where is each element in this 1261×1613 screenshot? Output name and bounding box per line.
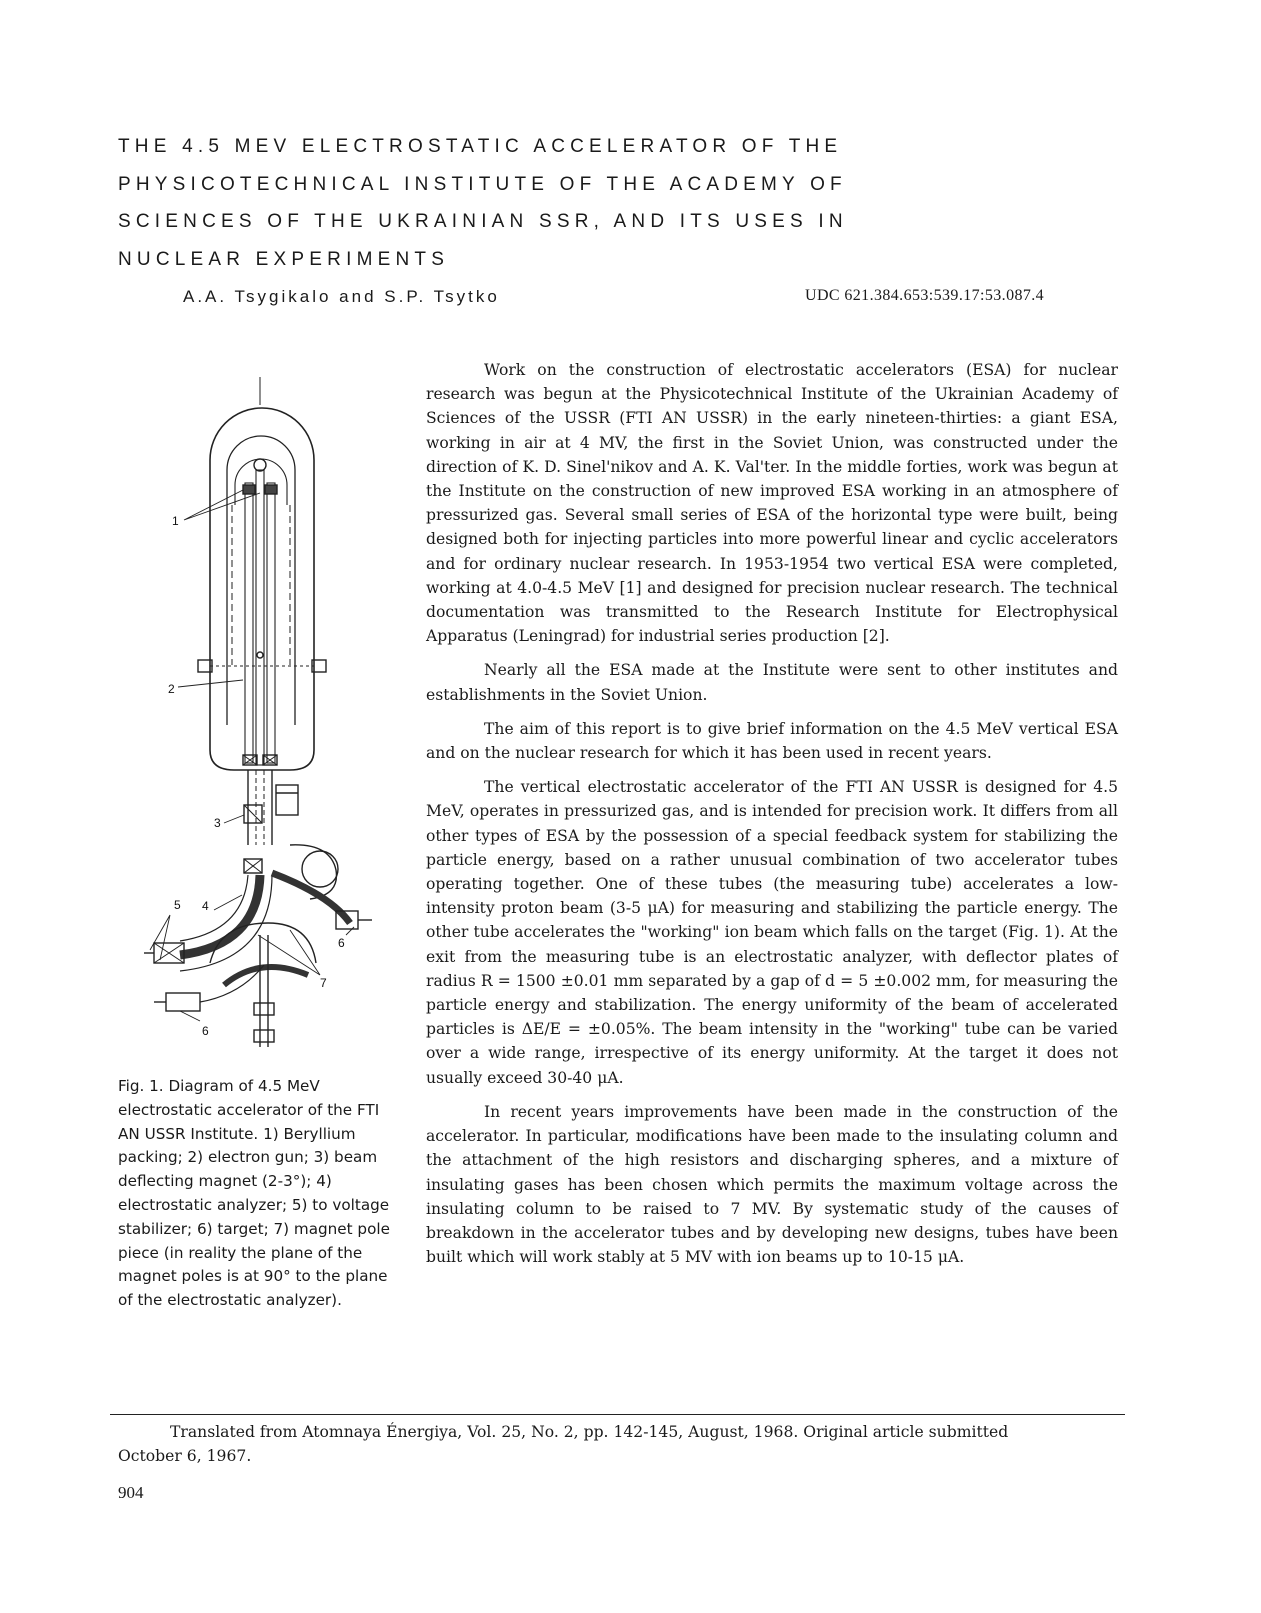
figure-label: 6 xyxy=(202,1024,209,1038)
body-paragraph: The vertical electrostatic accelerator of the FTI AN USSR is designed for 4.5 MeV, operates in pressurized gas, and is intended for precision work. It differs from all other types of ESA by the possession of a special feedback system for stabilizing the particle energy, based on a rather unusual combination of two accelerator tubes operating together. One of these tubes (the measuring tube) accelerates a low-intensity proton beam (3-5 μA) for measuring and stabilizing the particle energy. The other tube accelerates the "working" ion beam which falls on the target (Fig. 1). At the exit from the measuring tube is an electrostatic analyzer, with deflector plates of radius R = 1500 ±0.01 mm separated by a gap of d = 5 ±0.002 mm, for measuring the particle energy and stabilization. The energy uniformity of the beam of accelerated particles is ΔE/E = ±0.05%. The beam intensity in the "working" tube can be varied over a wide range, irrespective of its energy uniformity. At the target it does not usually exceed 30-40 μA. xyxy=(426,778,1118,1087)
figure-label: 4 xyxy=(202,899,209,913)
figure-label: 5 xyxy=(174,898,181,912)
figure-label: 6 xyxy=(338,936,345,950)
title-line: SCIENCES OF THE UKRAINIAN SSR, AND ITS USES IN xyxy=(118,211,848,232)
udc-code: UDC 621.384.653:539.17:53.087.4 xyxy=(805,287,1045,304)
article-body xyxy=(426,358,1118,1279)
body-paragraph: The aim of this report is to give brief information on the 4.5 MeV vertical ESA and on the nuclear research for which it has been used in recent years. xyxy=(426,719,1118,763)
figure-label: 2 xyxy=(168,682,175,696)
title-line: THE 4.5 MEV ELECTROSTATIC ACCELERATOR OF THE xyxy=(118,136,843,157)
figure-label: 3 xyxy=(214,816,221,830)
footnote-divider xyxy=(110,1414,1125,1415)
title-line: PHYSICOTECHNICAL INSTITUTE OF THE ACADEMY OF xyxy=(118,173,847,195)
footnote-line: October 6, 1967. xyxy=(118,1447,252,1465)
article-title xyxy=(118,128,858,278)
page-number: 904 xyxy=(118,1483,144,1502)
body-paragraph: Nearly all the ESA made at the Institute were sent to other institutes and establishments in the Soviet Union. xyxy=(426,661,1118,704)
footnote-line: Translated from Atomnaya Énergiya, Vol. 25, No. 2, pp. 142-145, August, 1968. Original article submitted xyxy=(170,1423,1009,1441)
body-paragraph: Work on the construction of electrostatic accelerators (ESA) for nuclear research was begun at the Physicotechnical Institute of the Ukrainian Academy of Sciences of the USSR (FTI AN USSR) in the early nineteen-thirties: a giant ESA, working in air at 4 MV, the first in the Soviet Union, was constructed under the direction of K. D. Sinel'nikov and A. K. Val'ter. In the middle forties, work was begun at the Institute on the construction of new improved ESA working in an atmosphere of pressurized gas. Several small series of ESA of the horizontal type were built, being designed both for injecting particles into more powerful linear and cyclic accelerators and for ordinary nuclear research. In 1953-1954 two vertical ESA were completed, working at 4.0-4.5 MeV [1] and designed for precision nuclear research. The technical documentation was transmitted to the Research Institute for Electrophysical Apparatus (Leningrad) for industrial series production [2]. xyxy=(426,361,1118,646)
figure-label: 7 xyxy=(320,976,327,990)
body-paragraph: In recent years improvements have been made in the construction of the accelerator. In particular, modifications have been made to the insulating column and the attachment of the high resistors and discharging spheres, and a mixture of insulating gases has been chosen which permits the maximum voltage across the insulating column to be raised to 7 MV. By systematic study of the causes of breakdown in the accelerator tubes and by developing new designs, tubes have been built which will work stably at 5 MV with ion beams up to 10-15 μA. xyxy=(426,1102,1118,1267)
translation-footnote xyxy=(118,1420,1118,1468)
authors: A.A. Tsygikalo and S.P. Tsytko xyxy=(183,287,500,306)
figure-caption: Fig. 1. Diagram of 4.5 MeV electrostatic accelerator of the FTI AN USSR Institute. 1) Beryllium packing; 2) electron gun; 3) beam deflecting magnet (2-3°); 4) electrostatic analyzer; 5) to voltage stabilizer; 6) target; 7) magnet pole piece (in reality the plane of the magnet poles is at 90° to the plane of the electrostatic analyzer). xyxy=(118,1077,390,1310)
title-line: NUCLEAR EXPERIMENTS xyxy=(118,248,450,270)
accelerator-diagram xyxy=(140,375,410,1055)
figure-label: 1 xyxy=(172,514,179,528)
